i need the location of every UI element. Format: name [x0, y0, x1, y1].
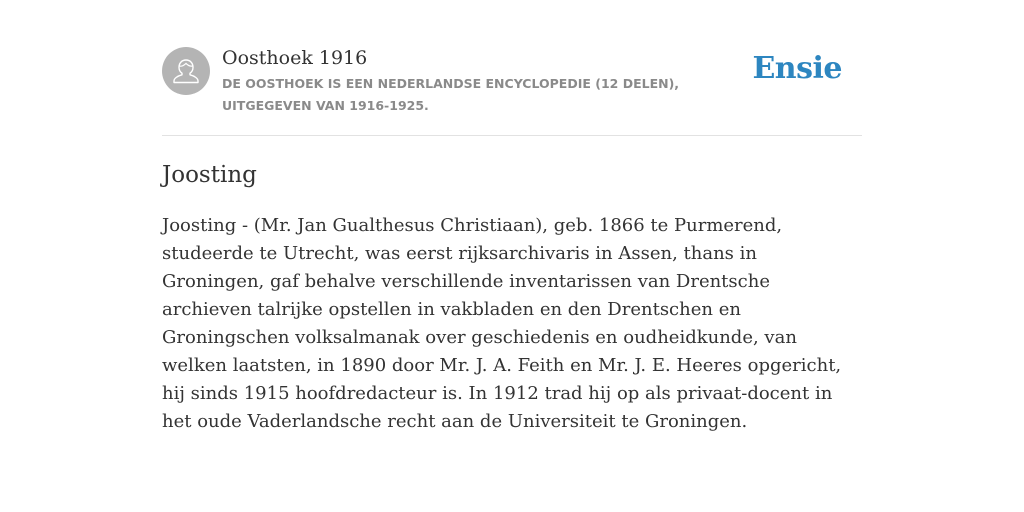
- user-silhouette-icon: [162, 47, 210, 95]
- entry-card: [162, 44, 862, 436]
- source-avatar[interactable]: [162, 47, 210, 95]
- source-header: [162, 44, 862, 136]
- entry-body: Joosting - (Mr. Jan Gualthesus Christiaan), geb. 1866 te Purmerend, studeerde te Utrecht, was eerst rijksarchivaris in Assen, thans in Groningen, gaf behalve verschillende inventarissen van Drentsche archieven talrijke opstellen in vakbladen en den Drentschen en Groningschen volksalmanak over geschiedenis en oudheidkunde, van welken laatsten, in 1890 door Mr. J. A. Feith en Mr. J. E. Heeres opgericht, hij sinds 1915 hoofdredacteur is. In 1912 trad hij op als privaat-docent in het oude Vaderlandsche recht aan de Universiteit te Groningen.: [162, 215, 842, 432]
- ensie-logo-link[interactable]: Ensie: [752, 51, 842, 86]
- source-title[interactable]: Oosthoek 1916: [222, 47, 368, 69]
- entry-title: Joosting: [162, 162, 257, 188]
- source-info: [222, 46, 757, 117]
- source-description: DE OOSTHOEK IS EEN NEDERLANDSE ENCYCLOPEDIE (12 DELEN), UITGEGEVEN VAN 1916-1925.: [222, 76, 680, 113]
